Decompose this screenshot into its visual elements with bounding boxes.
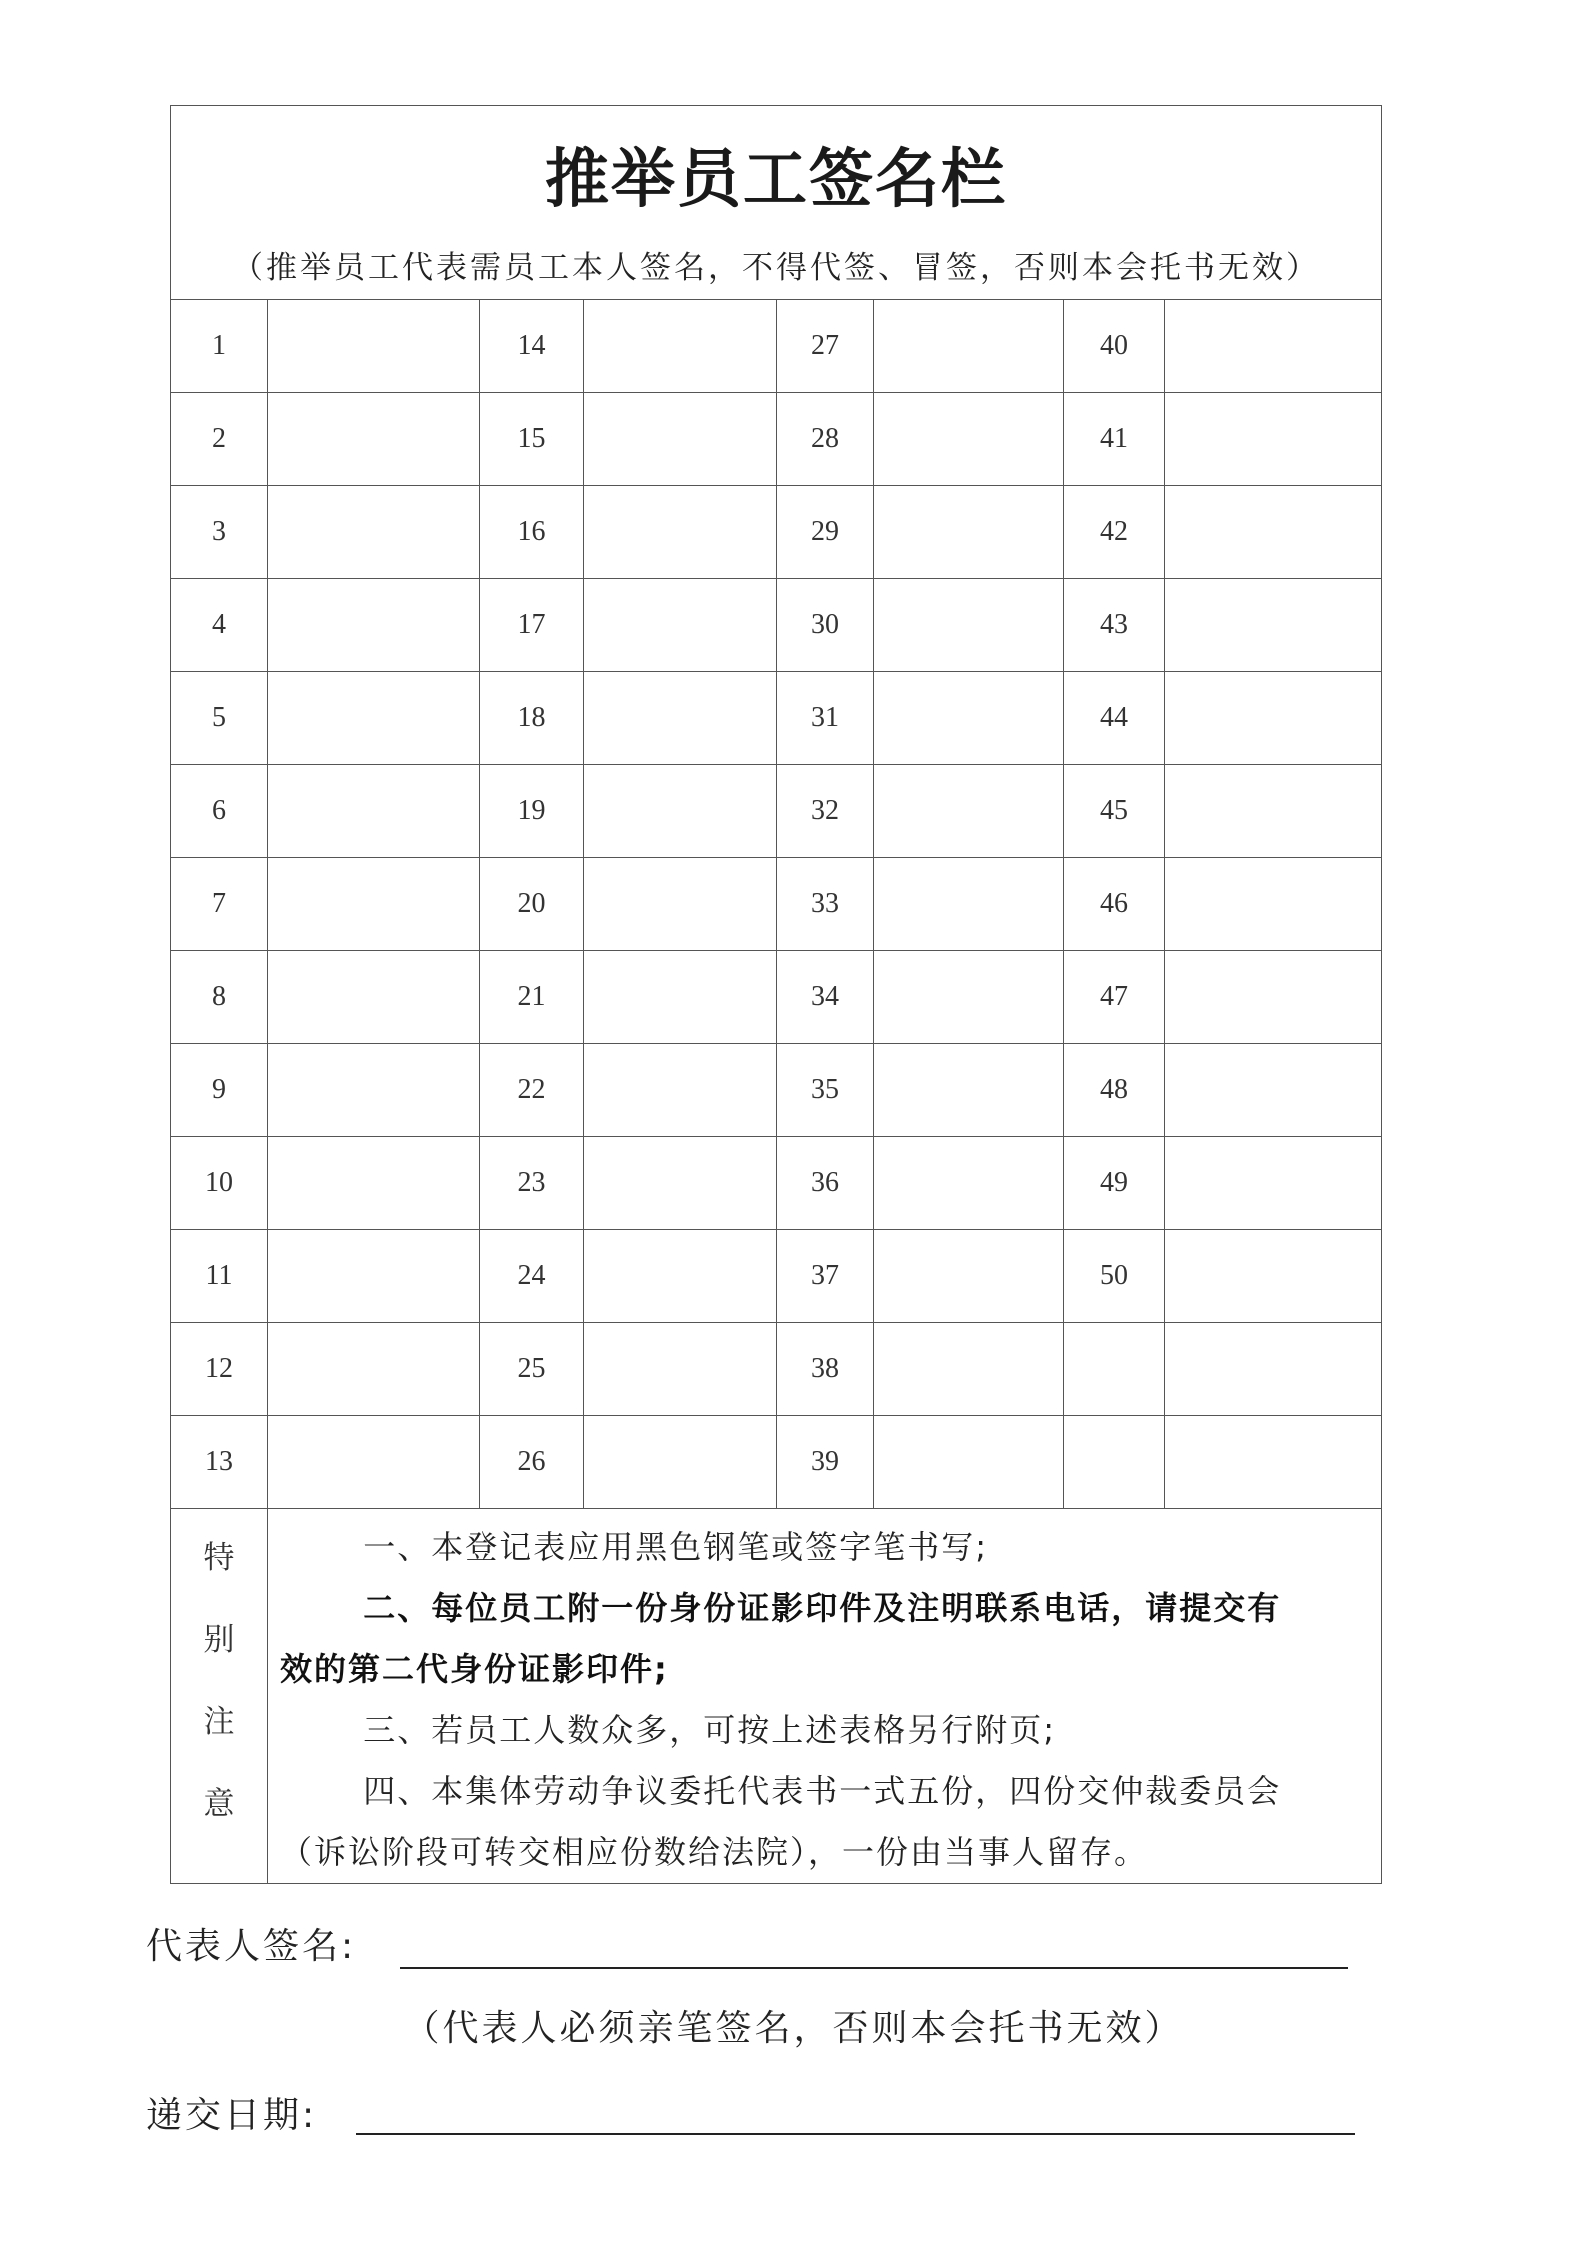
row-number-cell: 20 xyxy=(480,858,584,951)
signature-cell[interactable] xyxy=(1165,579,1382,672)
row-number-cell: 21 xyxy=(480,951,584,1044)
note-line: 三、若员工人数众多，可按上述表格另行附页; xyxy=(363,1711,1056,1749)
signature-cell[interactable] xyxy=(268,393,480,486)
row-number-cell: 34 xyxy=(777,951,874,1044)
signature-cell[interactable] xyxy=(1165,1416,1382,1509)
row-number-cell: 45 xyxy=(1064,765,1165,858)
notes-label-char: 别 xyxy=(203,1622,235,1658)
row-number-cell: 8 xyxy=(171,951,268,1044)
row-number-cell: 5 xyxy=(171,672,268,765)
table-row xyxy=(171,765,1382,858)
table-row xyxy=(171,300,1382,393)
signature-cell[interactable] xyxy=(1165,1323,1382,1416)
row-number-cell: 47 xyxy=(1064,951,1165,1044)
row-number-cell: 14 xyxy=(480,300,584,393)
signature-note: （代表人必须亲笔签名，否则本会托书无效） xyxy=(403,2008,1184,2049)
row-number-cell: 39 xyxy=(777,1416,874,1509)
row-number-cell: 1 xyxy=(171,300,268,393)
signature-cell[interactable] xyxy=(874,1137,1064,1230)
signature-cell[interactable] xyxy=(874,1044,1064,1137)
row-number-cell: 18 xyxy=(480,672,584,765)
row-number-cell: 4 xyxy=(171,579,268,672)
row-number-cell: 27 xyxy=(777,300,874,393)
note-line: 效的第二代身份证影印件; xyxy=(280,1650,669,1688)
row-number-cell: 9 xyxy=(171,1044,268,1137)
row-number-cell: 33 xyxy=(777,858,874,951)
row-number-cell: 24 xyxy=(480,1230,584,1323)
signature-cell[interactable] xyxy=(1165,858,1382,951)
signature-cell[interactable] xyxy=(874,1323,1064,1416)
signature-cell[interactable] xyxy=(584,1416,777,1509)
signature-cell[interactable] xyxy=(874,579,1064,672)
signature-cell[interactable] xyxy=(584,300,777,393)
signature-cell[interactable] xyxy=(874,486,1064,579)
row-number-cell: 2 xyxy=(171,393,268,486)
signature-cell[interactable] xyxy=(584,393,777,486)
row-number-cell: 46 xyxy=(1064,858,1165,951)
signature-cell[interactable] xyxy=(268,765,480,858)
signature-cell[interactable] xyxy=(268,579,480,672)
row-number-cell: 29 xyxy=(777,486,874,579)
signature-cell[interactable] xyxy=(1165,765,1382,858)
row-number-cell xyxy=(1064,1416,1165,1509)
signature-cell[interactable] xyxy=(1165,1137,1382,1230)
notes-label-char: 特 xyxy=(203,1540,235,1576)
row-number-cell: 16 xyxy=(480,486,584,579)
row-number-cell: 7 xyxy=(171,858,268,951)
row-number-cell: 49 xyxy=(1064,1137,1165,1230)
row-number-cell: 28 xyxy=(777,393,874,486)
signature-cell[interactable] xyxy=(584,672,777,765)
row-number-cell: 11 xyxy=(171,1230,268,1323)
signature-cell[interactable] xyxy=(268,1137,480,1230)
table-row xyxy=(171,1323,1382,1416)
signature-cell[interactable] xyxy=(1165,672,1382,765)
notes-label xyxy=(171,1509,268,1884)
signature-cell[interactable] xyxy=(874,951,1064,1044)
notes-label-char: 意 xyxy=(203,1786,235,1822)
signature-cell[interactable] xyxy=(584,486,777,579)
signature-cell[interactable] xyxy=(584,1137,777,1230)
table-row xyxy=(171,1230,1382,1323)
row-number-cell: 13 xyxy=(171,1416,268,1509)
signature-line[interactable] xyxy=(400,1967,1348,1969)
notes-content xyxy=(268,1509,1382,1884)
signature-cell[interactable] xyxy=(584,765,777,858)
signature-cell[interactable] xyxy=(268,1044,480,1137)
signature-cell[interactable] xyxy=(584,1044,777,1137)
table-row xyxy=(171,393,1382,486)
row-number-cell: 22 xyxy=(480,1044,584,1137)
signature-cell[interactable] xyxy=(1165,300,1382,393)
signature-cell[interactable] xyxy=(268,951,480,1044)
row-number-cell: 17 xyxy=(480,579,584,672)
row-number-cell xyxy=(1064,1323,1165,1416)
signature-cell[interactable] xyxy=(268,1323,480,1416)
table-row xyxy=(171,1044,1382,1137)
signature-cell[interactable] xyxy=(268,1416,480,1509)
row-number-cell: 25 xyxy=(480,1323,584,1416)
table-row xyxy=(171,579,1382,672)
signature-cell[interactable] xyxy=(584,951,777,1044)
table-row xyxy=(171,672,1382,765)
table-row xyxy=(171,1416,1382,1509)
signature-cell[interactable] xyxy=(874,300,1064,393)
signature-cell[interactable] xyxy=(874,858,1064,951)
signature-label: 代表人签名: xyxy=(146,1926,357,1967)
signature-cell[interactable] xyxy=(1165,951,1382,1044)
row-number-cell: 42 xyxy=(1064,486,1165,579)
signature-cell[interactable] xyxy=(874,765,1064,858)
row-number-cell: 38 xyxy=(777,1323,874,1416)
row-number-cell: 10 xyxy=(171,1137,268,1230)
table-row xyxy=(171,1137,1382,1230)
signature-cell[interactable] xyxy=(268,486,480,579)
signature-cell[interactable] xyxy=(268,858,480,951)
signature-table xyxy=(170,105,1382,1884)
date-line[interactable] xyxy=(356,2133,1355,2135)
row-number-cell: 31 xyxy=(777,672,874,765)
row-number-cell: 23 xyxy=(480,1137,584,1230)
row-number-cell: 40 xyxy=(1064,300,1165,393)
signature-cell[interactable] xyxy=(584,858,777,951)
row-number-cell: 6 xyxy=(171,765,268,858)
signature-cell[interactable] xyxy=(874,1230,1064,1323)
signature-cell[interactable] xyxy=(268,300,480,393)
signature-cell[interactable] xyxy=(1165,393,1382,486)
row-number-cell: 12 xyxy=(171,1323,268,1416)
page-subtitle: （推举员工代表需员工本人签名，不得代签、冒签，否则本会托书无效） xyxy=(232,250,1320,286)
date-label: 递交日期: xyxy=(146,2095,318,2136)
row-number-cell: 30 xyxy=(777,579,874,672)
table-row xyxy=(171,951,1382,1044)
row-number-cell: 36 xyxy=(777,1137,874,1230)
signature-cell[interactable] xyxy=(1165,1044,1382,1137)
row-number-cell: 44 xyxy=(1064,672,1165,765)
row-number-cell: 32 xyxy=(777,765,874,858)
signature-cell[interactable] xyxy=(874,393,1064,486)
signature-cell[interactable] xyxy=(1165,486,1382,579)
signature-cell[interactable] xyxy=(1165,1230,1382,1323)
signature-cell[interactable] xyxy=(874,1416,1064,1509)
table-header xyxy=(171,106,1382,300)
table-row xyxy=(171,858,1382,951)
note-line: 二、每位员工附一份身份证影印件及注明联系电话，请提交有 xyxy=(363,1589,1282,1627)
row-number-cell: 19 xyxy=(480,765,584,858)
note-line: 四、本集体劳动争议委托代表书一式五份，四份交仲裁委员会 xyxy=(363,1772,1282,1810)
row-number-cell: 48 xyxy=(1064,1044,1165,1137)
notes-label-char: 注 xyxy=(203,1704,235,1740)
signature-cell[interactable] xyxy=(584,1323,777,1416)
signature-cell[interactable] xyxy=(268,1230,480,1323)
signature-cell[interactable] xyxy=(874,672,1064,765)
row-number-cell: 41 xyxy=(1064,393,1165,486)
signature-cell[interactable] xyxy=(584,579,777,672)
row-number-cell: 43 xyxy=(1064,579,1165,672)
row-number-cell: 35 xyxy=(777,1044,874,1137)
row-number-cell: 50 xyxy=(1064,1230,1165,1323)
row-number-cell: 26 xyxy=(480,1416,584,1509)
row-number-cell: 15 xyxy=(480,393,584,486)
row-number-cell: 37 xyxy=(777,1230,874,1323)
note-line: （诉讼阶段可转交相应份数给法院），一份由当事人留存。 xyxy=(280,1833,1149,1871)
page-title: 推举员工签名栏 xyxy=(545,143,1007,217)
row-number-cell: 3 xyxy=(171,486,268,579)
signature-cell[interactable] xyxy=(584,1230,777,1323)
note-line: 一、本登记表应用黑色钢笔或签字笔书写; xyxy=(363,1528,988,1566)
signature-cell[interactable] xyxy=(268,672,480,765)
table-row xyxy=(171,486,1382,579)
